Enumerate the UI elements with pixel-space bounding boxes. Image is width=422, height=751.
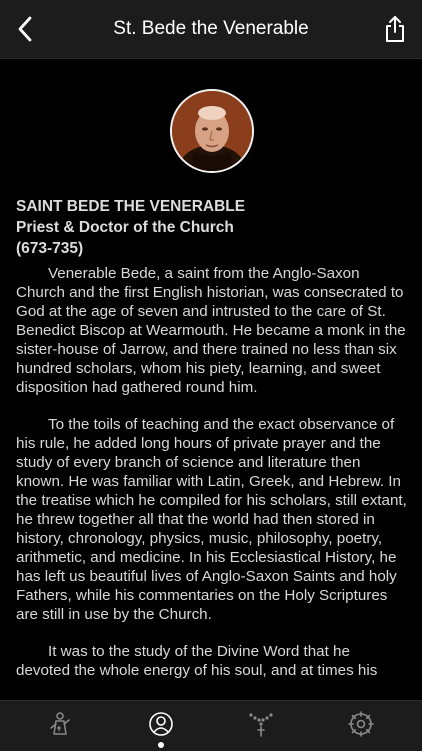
saint-role: Priest & Doctor of the Church [16,219,234,236]
saint-name: SAINT BEDE THE VENERABLE [16,198,246,215]
share-icon [384,15,406,43]
navigation-bar [0,0,422,59]
biography-paragraph: It was to the study of the Divine Word that he devoted the whole energy of his soul, and at times his [16,643,378,679]
back-button[interactable] [10,12,40,46]
tab-bar [0,700,422,751]
person-portrait-icon [147,710,175,738]
saint-years: (673-735) [16,240,84,257]
saint-portrait [170,89,254,173]
chevron-left-icon [17,16,33,42]
tab-saint-detail[interactable] [111,701,211,751]
tab-prayers[interactable] [211,701,311,751]
saint-heading [16,196,406,259]
page-title: St. Bede the Venerable [113,18,309,39]
tab-saints[interactable] [11,701,111,751]
selected-tab-indicator [158,742,164,748]
saint-biography [16,264,408,698]
rosary-icon [247,710,275,738]
biography-paragraph: To the toils of teaching and the exact observance of his rule, he added long hours of private prayer and the study of every branch of science and literature then known. He was familiar with Latin, Greek, and Hebrew. In the treatise which he compiled for his scholars, still extant, he threw together all that the world had then stored in history, chronology, physics, music, philosophy, poetry, arithmetic, and medicine. In his Ecclesiastical History, he has left us beautiful lives of Anglo-Saxon Saints and holy Fathers, while his commentaries on the Holy Scriptures are still in use by the Church. [16,416,407,623]
saint-portrait-image [172,91,252,171]
saint-detail-content[interactable] [0,59,422,699]
share-button[interactable] [380,12,410,46]
saint-figure-icon [47,710,75,738]
gear-icon [347,710,375,738]
biography-paragraph: Venerable Bede, a saint from the Anglo-Saxon Church and the first English historian, was consecrated to God at the age of seven and intrusted to the care of St. Benedict Biscop at Wearmouth. He became a monk in the sister-house of Jarrow, and there trained no less than six hundred scholars, whom his piety, learning, and sweet disposition had gathered round him. [16,265,406,396]
tab-settings[interactable] [311,701,411,751]
